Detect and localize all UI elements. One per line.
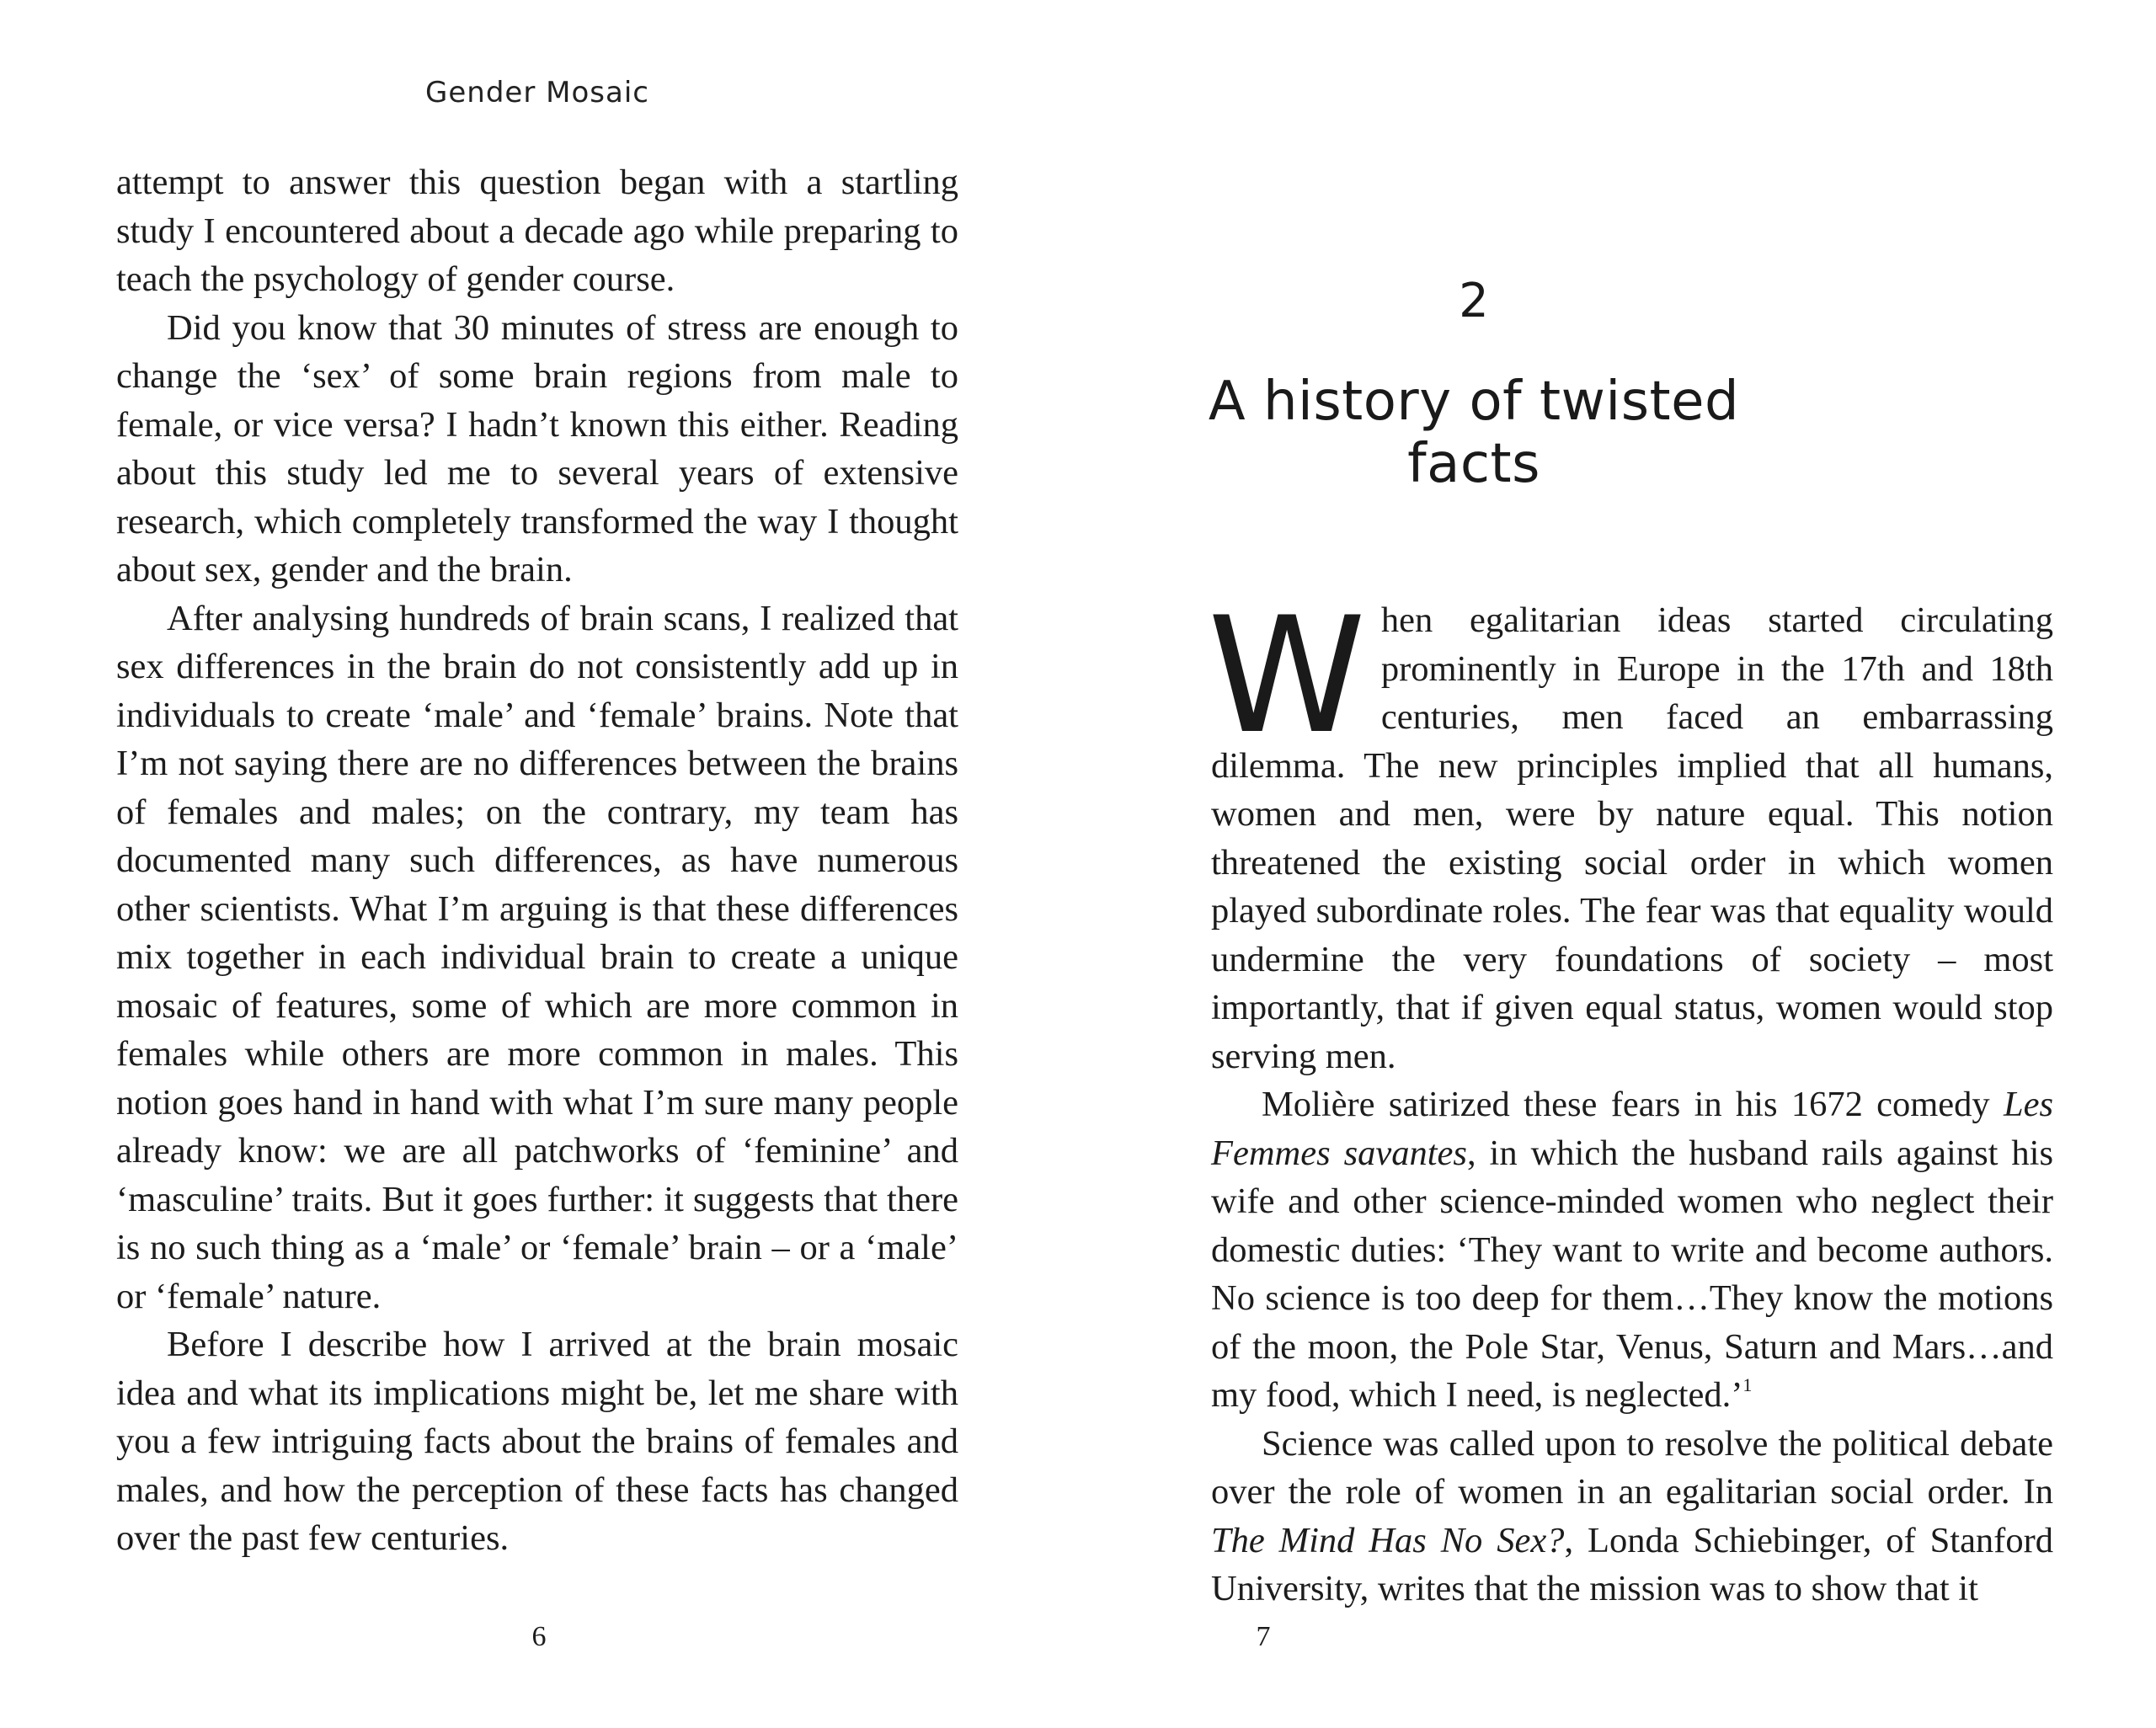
paragraph-text: , in which the husband rails against his wife and other science-minded women who neglect their domestic duties: ‘They want to write and become authors. No science is too deep for them…They know the motions of the moon, the Pole Star, Venus, Saturn and Mars…and my food, which I need, is neglected.’ — [1211, 1133, 2053, 1415]
page-number: 7 — [1256, 1621, 1271, 1652]
paragraph: Did you know that 30 minutes of stress are enough to change the ‘sex’ of some brain regions from male to female, or vice versa? I hadn’t known this either. Reading about this study led me to several years of extensive research, which completely transformed the way I thought about sex, gender and the brain. — [116, 307, 958, 589]
paragraph-text: , Londa Schiebinger, of Stanford University, writes that the mission was to show that it — [1211, 1520, 2053, 1608]
paragraph-text: Molière satirized these fears in his 1672 comedy — [1262, 1085, 2004, 1124]
left-page-body — [116, 158, 958, 1563]
paragraph: After analysing hundreds of brain scans, I realized that sex differences in the brain do not consistently add up in individuals to create ‘male’ and ‘female’ brains. Note that I’m not saying there are no differences between the brains of females and males; on the contrary, my team has documented many such differences, as have numerous other scientists. What I’m arguing is that these differences mix together in each individual brain to create a unique mosaic of features, some of which are more common in females while others are more common in males. This notion goes hand in hand with what I’m sure many people already know: we are all patchworks of ‘feminine’ and ‘masculine’ traits. But it goes further: it suggests that there is no such thing as a ‘male’ or ‘female’ brain – or a ‘male’ or ‘female’ nature. — [116, 598, 958, 1316]
running-head: Gender Mosaic — [425, 76, 649, 109]
paragraph-text: Science was called upon to resolve the political debate over the role of women in an egalitarian social order. In — [1211, 1423, 2053, 1512]
right-page — [1078, 0, 2156, 1728]
paragraph — [1211, 1420, 2053, 1613]
paragraph-text: hen egalitarian ideas started circulating prominently in Europe in the 17th and 18th centuries, men faced an embarrassing dilemma. The new principles implied that all humans, women and men, were by nature equal. This notion threatened the existing social order in which women played subordinate roles. The fear was that equality would undermine the very foundations of society – most importantly, that if given equal status, women would stop serving men. — [1211, 600, 2053, 1076]
right-page-body — [1208, 583, 2053, 1613]
drop-cap: W — [1208, 583, 1366, 769]
chapter-title: A history of twisted facts — [1208, 371, 1740, 495]
work-title: Les Femmes savantes — [1211, 1085, 2053, 1173]
book-title: The Mind Has No Sex? — [1211, 1520, 1565, 1560]
opening-paragraph — [1208, 583, 2053, 1080]
paragraph: Before I describe how I arrived at the brain mosaic idea and what its implications might be, let me share with you a few intriguing facts about the brains of females and males, and how the perception of these facts has changed over the past few centuries. — [116, 1325, 958, 1558]
paragraph — [1211, 1080, 2053, 1420]
chapter-number: 2 — [1459, 274, 1489, 328]
page-number: 6 — [531, 1621, 547, 1652]
paragraph: attempt to answer this question began with a startling study I encountered about a decade ago while preparing to teach the psychology of gender course. — [116, 163, 958, 299]
footnote-marker: 1 — [1742, 1374, 1753, 1395]
